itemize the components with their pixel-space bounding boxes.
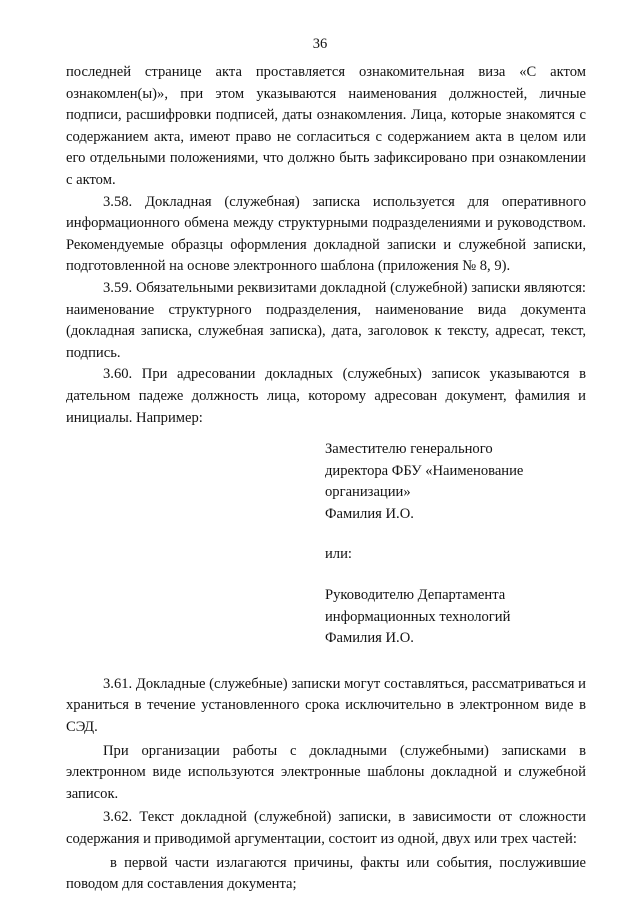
address-example-2 — [66, 585, 586, 650]
paragraph-continuation: последней странице акта проставляется ознакомительная виза «С актом ознакомлен(ы)», при этом указываются наименования должностей, личные подписи, расшифровки подписей, даты ознакомления. Лица, которые знакомятся с содержанием акта, имеют право не согласиться с содержанием акта в целом или его отдельными положениями, что должно быть зафиксировано при ознакомлении с актом. — [66, 64, 586, 188]
address-line: Фамилия И.О. — [325, 630, 414, 647]
address-separator: или: — [325, 546, 352, 563]
address-line: Заместителю генерального — [325, 441, 493, 458]
page-number: 36 — [312, 36, 328, 52]
document-body — [66, 62, 586, 896]
paragraph-electronic-templates: При организации работы с докладными (служебными) записками в электронном виде используются электронные шаблоны докладной и служебной записок. — [66, 742, 586, 802]
address-example-1 — [66, 439, 586, 525]
address-line: Фамилия И.О. — [325, 505, 414, 522]
address-line: Руководителю Департамента — [325, 587, 506, 604]
address-line: директора ФБУ «Наименование — [325, 462, 524, 479]
paragraph-3-59: 3.59. Обязательными реквизитами докладной (служебной) записки являются: наименование структурного подразделения, наименование вида документа (докладная записка, служебная записка), дата, заголовок к тексту, адресат, текст, подпись. — [66, 279, 586, 361]
paragraph-3-61: 3.61. Докладные (служебные) записки могут составляться, рассматриваться и храниться в течение установленного срока исключительно в электронном виде в СЭД. — [66, 675, 586, 736]
address-line: организации» — [325, 484, 411, 501]
paragraph-3-60: 3.60. При адресовании докладных (служебных) записок указываются в дательном падеже должность лица, которому адресован документ, фамилия и инициалы. Например: — [66, 366, 586, 426]
paragraph-3-62: 3.62. Текст докладной (служебной) записки, в зависимости от сложности содержания и приводимой аргументации, состоит из одной, двух или трех частей: — [66, 809, 586, 847]
list-item-first-part: в первой части излагаются причины, факты или события, послужившие поводом для составления документа; — [66, 854, 586, 893]
paragraph-3-58: 3.58. Докладная (служебная) записка используется для оперативного информационного обмена между структурными подразделениями и руководством. Рекомендуемые образцы оформления докладной записки и служебной записки, подготовленной на основе электронного шаблона (приложения № 8, 9). — [66, 193, 586, 275]
address-line: информационных технологий — [325, 608, 511, 625]
